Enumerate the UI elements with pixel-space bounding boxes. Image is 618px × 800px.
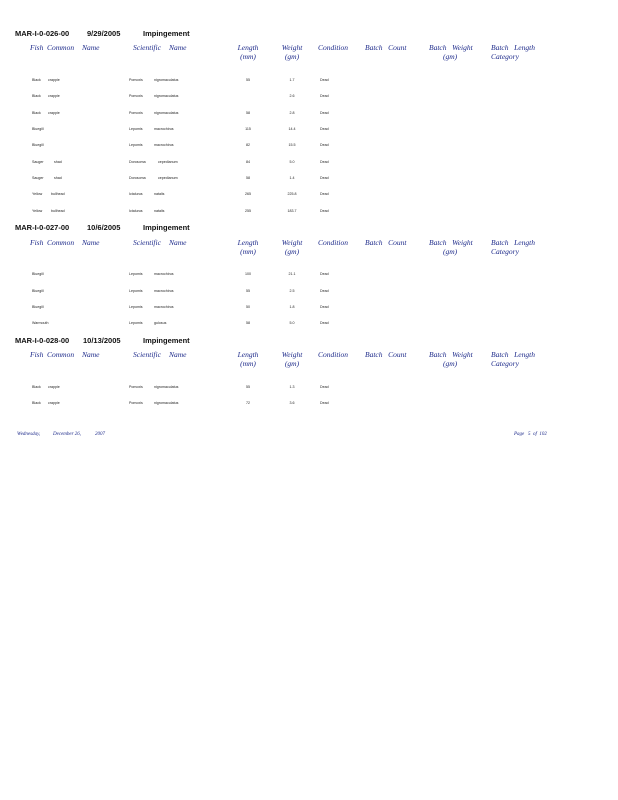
header-length: Length (mm) <box>237 350 259 368</box>
header-scientific: Scientific <box>133 350 161 359</box>
header-batch-weight: Batch Weight (gm) <box>429 43 473 61</box>
cell-length: 55 <box>246 288 250 293</box>
section-id: MAR-I-0-027-00 <box>15 223 70 232</box>
header-batch-count: Batch Count <box>365 238 407 247</box>
header-length: Length (mm) <box>237 238 259 256</box>
header-scientific: Scientific <box>133 43 161 52</box>
cell-common2: crappie <box>48 385 60 389</box>
cell-condition: Dead <box>320 127 329 131</box>
cell-condition: Dead <box>320 385 329 389</box>
header-batch-count: Batch Count <box>365 43 407 52</box>
cell-condition: Dead <box>320 143 329 147</box>
cell-condition: Dead <box>320 305 329 309</box>
cell-length: 58 <box>246 176 250 180</box>
cell-sci1: Ictalurus <box>129 192 143 196</box>
cell-common1: Black <box>32 385 41 389</box>
cell-length: 58 <box>246 321 250 325</box>
footer-month-day: December 26, <box>53 432 82 437</box>
table-row <box>0 289 618 294</box>
cell-common2: shad <box>54 176 62 180</box>
section-type: Impingement <box>143 336 190 345</box>
cell-condition: Dead <box>320 110 329 115</box>
table-row <box>0 78 618 83</box>
header-condition: Condition <box>318 43 349 52</box>
cell-weight: 2.6 <box>289 94 295 98</box>
cell-sci2: cepedianum <box>158 159 178 164</box>
cell-weight: 1.7 <box>289 78 295 82</box>
cell-common1: Black <box>32 94 41 98</box>
footer-page-number: Page 5 of 102 <box>514 432 547 437</box>
cell-condition: Dead <box>320 94 329 98</box>
cell-common1: Bluegill <box>32 305 44 309</box>
cell-sci1: Dorosoma <box>129 159 146 164</box>
cell-sci1: Lepomis <box>129 143 143 147</box>
cell-condition: Dead <box>320 321 329 325</box>
cell-length: 72 <box>246 401 250 405</box>
cell-common1: Bluegill <box>32 143 44 147</box>
cell-condition: Dead <box>320 159 329 164</box>
header-common: Common <box>47 238 75 247</box>
cell-length: 115 <box>245 127 251 131</box>
cell-common1: Bluegill <box>32 272 44 276</box>
cell-sci1: Lepomis <box>129 305 143 309</box>
header-name: Name <box>82 350 100 359</box>
cell-sci1: Lepomis <box>129 272 143 276</box>
cell-sci2: nigromaculatus <box>154 78 179 82</box>
cell-common2: crappie <box>48 110 60 115</box>
cell-common2: bullhead <box>51 192 65 196</box>
cell-sci1: Pomoxis <box>129 78 143 82</box>
cell-common2: shad <box>54 159 62 164</box>
cell-condition: Dead <box>320 208 329 213</box>
header-batch-length-category: Batch Length Category <box>491 43 535 61</box>
cell-sci1: Lepomis <box>129 288 143 293</box>
cell-weight: 1.4 <box>289 176 295 180</box>
section-date: 10/6/2005 <box>87 223 121 232</box>
header-common: Common <box>47 43 75 52</box>
cell-weight: 14.4 <box>288 127 296 131</box>
cell-condition: Dead <box>320 176 329 180</box>
cell-sci2: nigromaculatus <box>154 94 179 98</box>
cell-weight: 5.0 <box>289 159 295 164</box>
table-row <box>0 305 618 310</box>
cell-sci1: Pomoxis <box>129 94 143 98</box>
header-condition: Condition <box>318 238 349 247</box>
table-row <box>0 192 618 197</box>
header-weight: Weight (gm) <box>281 238 303 256</box>
header-sci-name: Name <box>169 43 187 52</box>
header-fish: Fish <box>30 238 44 247</box>
cell-length: 58 <box>246 110 250 115</box>
cell-length: 55 <box>246 78 250 82</box>
cell-sci1: Ictalurus <box>129 208 143 213</box>
header-scientific: Scientific <box>133 238 161 247</box>
cell-sci1: Dorosoma <box>129 176 146 180</box>
cell-common2: bullhead <box>51 208 65 213</box>
cell-sci2: nigromaculatus <box>154 385 179 389</box>
cell-common1: Yellow <box>32 192 43 196</box>
cell-sci1: Lepomis <box>129 127 143 131</box>
cell-common2: crappie <box>48 78 60 82</box>
cell-sci2: macrochirus <box>154 143 174 147</box>
header-batch-weight: Batch Weight (gm) <box>429 238 473 256</box>
cell-length: 55 <box>246 385 250 389</box>
cell-length: 50 <box>246 305 250 309</box>
cell-common1: Warmouth <box>32 321 49 325</box>
table-row <box>0 160 618 165</box>
cell-condition: Dead <box>320 401 329 405</box>
cell-weight: 1.8 <box>289 305 295 309</box>
header-batch-length-category: Batch Length Category <box>491 238 535 256</box>
table-row <box>0 272 618 277</box>
table-row <box>0 385 618 390</box>
cell-length: 255 <box>245 208 251 213</box>
header-name: Name <box>82 238 100 247</box>
cell-sci2: natalis <box>154 208 165 213</box>
header-fish: Fish <box>30 350 44 359</box>
cell-weight: 21.1 <box>288 272 296 276</box>
cell-sci2: gulosus <box>154 321 167 325</box>
cell-sci2: macrochirus <box>154 272 174 276</box>
cell-length: 100 <box>245 272 251 276</box>
cell-common1: Black <box>32 110 41 115</box>
table-row <box>0 321 618 326</box>
cell-common1: Sauger <box>32 159 44 164</box>
section-type: Impingement <box>143 29 190 38</box>
cell-weight: 2.5 <box>289 288 295 293</box>
cell-condition: Dead <box>320 288 329 293</box>
cell-sci1: Pomoxis <box>129 110 143 115</box>
header-name: Name <box>82 43 100 52</box>
cell-condition: Dead <box>320 78 329 82</box>
table-row <box>0 127 618 132</box>
cell-sci1: Pomoxis <box>129 401 143 405</box>
cell-common1: Bluegill <box>32 127 44 131</box>
cell-sci2: nigromaculatus <box>154 110 179 115</box>
cell-length: 265 <box>245 192 251 196</box>
cell-weight: 1.3 <box>289 385 295 389</box>
cell-common1: Yellow <box>32 208 43 213</box>
section-type: Impingement <box>143 223 190 232</box>
header-fish: Fish <box>30 43 44 52</box>
header-batch-weight: Batch Weight (gm) <box>429 350 473 368</box>
cell-condition: Dead <box>320 192 329 196</box>
section-date: 10/13/2005 <box>83 336 121 345</box>
cell-sci1: Pomoxis <box>129 385 143 389</box>
cell-weight: 225.8 <box>287 192 297 196</box>
cell-length: 82 <box>246 143 250 147</box>
cell-common1: Black <box>32 401 41 405</box>
section-id: MAR-I-0-028-00 <box>15 336 70 345</box>
header-common: Common <box>47 350 75 359</box>
table-row <box>0 401 618 406</box>
cell-common1: Bluegill <box>32 288 44 293</box>
cell-common2: crappie <box>48 94 60 98</box>
cell-weight: 15.5 <box>288 143 296 147</box>
cell-sci2: macrochirus <box>154 288 174 293</box>
cell-common1: Sauger <box>32 176 44 180</box>
cell-sci2: macrochirus <box>154 305 174 309</box>
table-row <box>0 143 618 148</box>
cell-common1: Black <box>32 78 41 82</box>
cell-sci2: natalis <box>154 192 165 196</box>
cell-condition: Dead <box>320 272 329 276</box>
section-id: MAR-I-0-026-00 <box>15 29 70 38</box>
cell-sci2: macrochirus <box>154 127 174 131</box>
cell-weight: 5.0 <box>289 321 295 325</box>
cell-length: 84 <box>246 159 250 164</box>
table-row <box>0 176 618 181</box>
header-sci-name: Name <box>169 238 187 247</box>
table-row <box>0 209 618 214</box>
cell-sci2: cepedianum <box>158 176 178 180</box>
table-row <box>0 111 618 116</box>
footer-year: 2007 <box>95 432 105 437</box>
header-batch-length-category: Batch Length Category <box>491 350 535 368</box>
section-date: 9/29/2005 <box>87 29 121 38</box>
cell-weight: 3.6 <box>289 401 295 405</box>
footer-weekday: Wednesday, <box>17 432 41 437</box>
header-condition: Condition <box>318 350 349 359</box>
header-sci-name: Name <box>169 350 187 359</box>
cell-weight: 183.7 <box>287 208 297 213</box>
header-weight: Weight (gm) <box>281 43 303 61</box>
header-length: Length (mm) <box>237 43 259 61</box>
table-row <box>0 94 618 99</box>
cell-common2: crappie <box>48 401 60 405</box>
header-weight: Weight (gm) <box>281 350 303 368</box>
header-batch-count: Batch Count <box>365 350 407 359</box>
cell-weight: 2.8 <box>289 110 295 115</box>
cell-sci1: Lepomis <box>129 321 143 325</box>
cell-sci2: nigromaculatus <box>154 401 179 405</box>
